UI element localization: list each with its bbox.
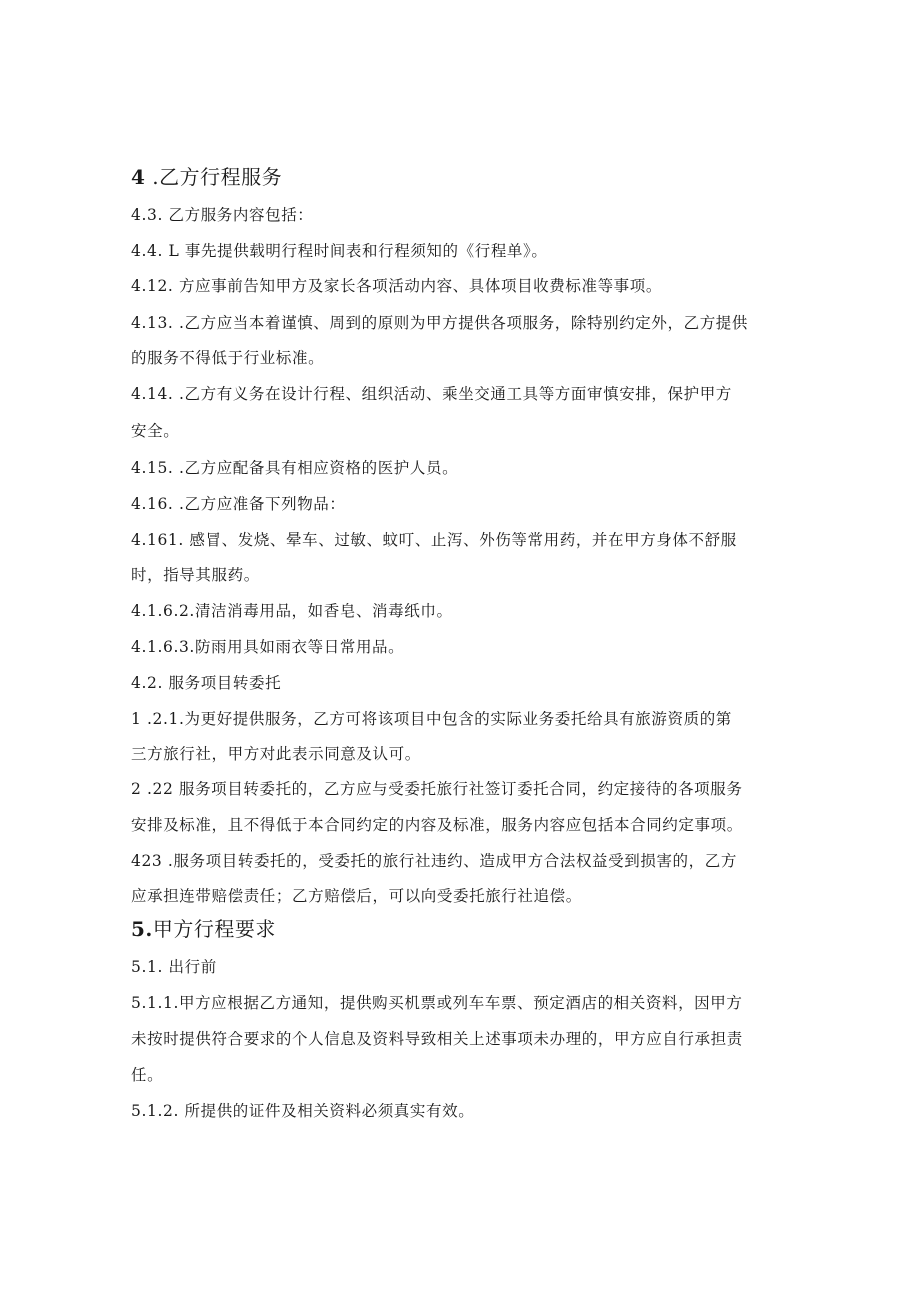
paragraph-line: 应承担连带赔偿责任；乙方赔偿后，可以向受委托旅行社追偿。: [131, 887, 582, 905]
paragraph-line: 5.1.2. 所提供的证件及相关资料必须真实有效。: [131, 1102, 475, 1120]
paragraph-line: 5.1. 出行前: [131, 958, 217, 976]
paragraph-line: 安全。: [131, 422, 180, 440]
paragraph-line: 4.161. 感冒、发烧、晕车、过敏、蚊叮、止泻、外伤等常用药，并在甲方身体不舒服: [131, 531, 737, 549]
paragraph-line: 4.16. .乙方应准备下列物品：: [131, 495, 346, 513]
section-5-heading: [131, 916, 791, 942]
paragraph-line: 三方旅行社，甲方对此表示同意及认可。: [131, 745, 421, 763]
section-4-number: 4: [131, 165, 146, 189]
paragraph-line: 的服务不得低于行业标准。: [131, 349, 325, 367]
section-5-title: 甲方行程要求: [152, 917, 276, 941]
paragraph-line: 4.12. 方应事前告知甲方及家长各项活动内容、具体项目收费标准等事项。: [131, 277, 662, 295]
paragraph-line: 4.4. L 事先提供载明行程时间表和行程须知的《行程单》。: [131, 242, 548, 260]
paragraph-line: 4.15. .乙方应配备具有相应资格的医护人员。: [131, 459, 459, 477]
paragraph-line: 4.13. .乙方应当本着谨慎、周到的原则为甲方提供各项服务，除特别约定外，乙方提供: [131, 314, 748, 332]
paragraph-line: 4.14. .乙方有义务在设计行程、组织活动、乘坐交通工具等方面审慎安排，保护甲方: [131, 385, 732, 403]
section-4-title: .乙方行程服务: [145, 165, 283, 189]
section-4-heading: [131, 164, 791, 190]
paragraph-line: 时，指导其服药。: [131, 566, 260, 584]
paragraph-line: 未按时提供符合要求的个人信息及资料导致相关上述事项未办理的，甲方应自行承担责: [131, 1030, 743, 1048]
paragraph-line: 4.1.6.2.清洁消毒用品，如香皂、消毒纸巾。: [131, 602, 453, 620]
paragraph-line: 4.3. 乙方服务内容包括：: [131, 206, 314, 224]
section-5-number: 5.: [131, 917, 153, 941]
paragraph-line: 1 .2.1.为更好提供服务，乙方可将该项目中包含的实际业务委托给具有旅游资质的第: [131, 710, 732, 728]
paragraph-line: 4.2. 服务项目转委托: [131, 674, 282, 692]
paragraph-line: 423 .服务项目转委托的，受委托的旅行社违约、造成甲方合法权益受到损害的，乙方: [131, 852, 737, 870]
paragraph-line: 2 .22 服务项目转委托的，乙方应与受委托旅行社签订委托合同，约定接待的各项服务: [131, 780, 743, 798]
paragraph-line: 任。: [131, 1066, 164, 1084]
paragraph-line: 安排及标准，且不得低于本合同约定的内容及标准，服务内容应包括本合同约定事项。: [131, 816, 743, 834]
paragraph-line: 4.1.6.3.防雨用具如雨衣等日常用品。: [131, 638, 405, 656]
paragraph-line: 5.1.1.甲方应根据乙方通知，提供购买机票或列车车票、预定酒店的相关资料，因甲方: [131, 994, 743, 1012]
